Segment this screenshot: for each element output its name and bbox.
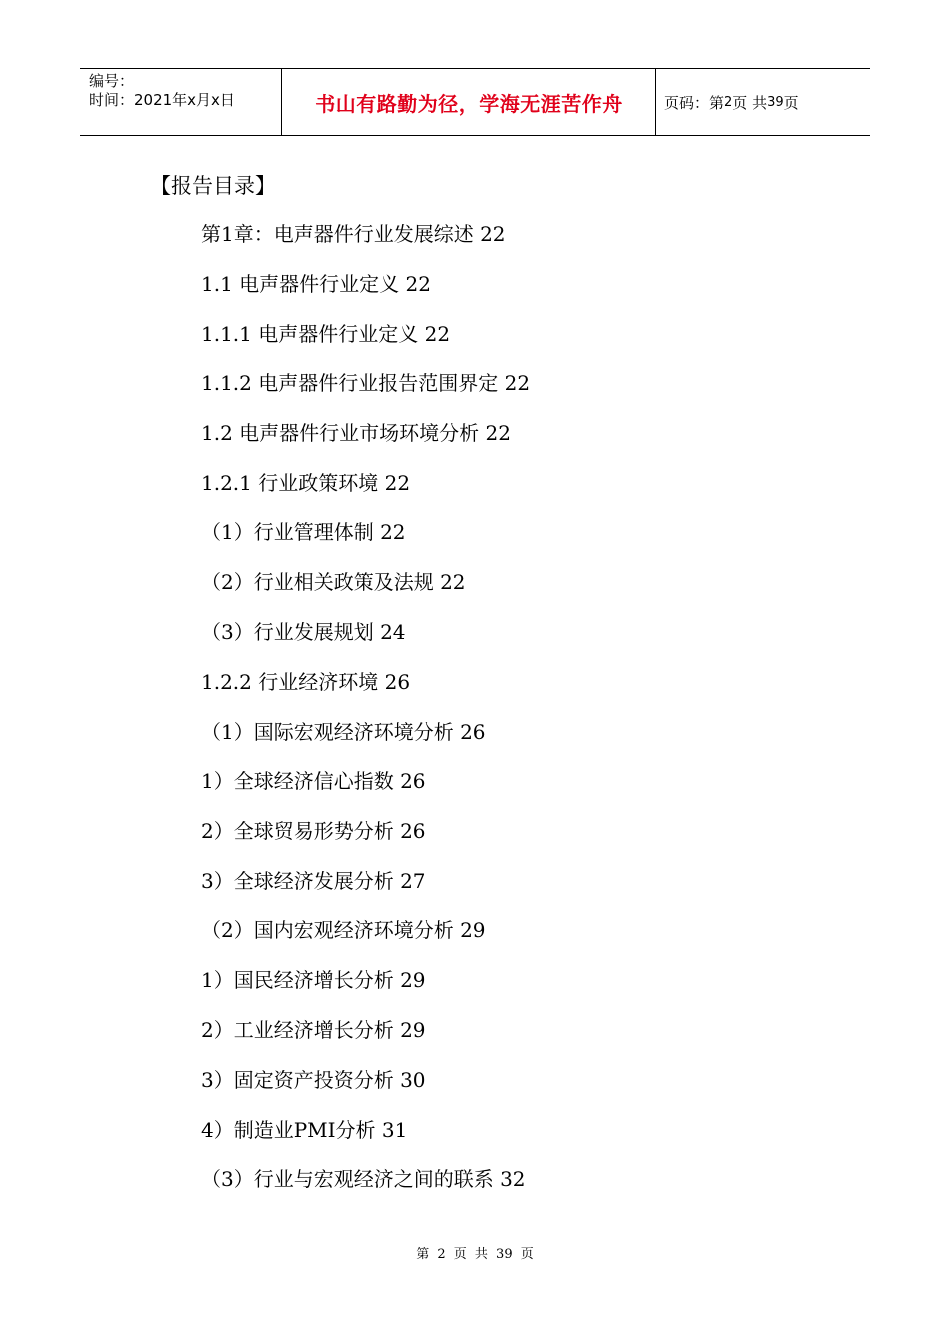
toc-item: 3）全球经济发展分析 27 [201,869,426,893]
toc-item: （1）国际宏观经济环境分析 26 [201,720,486,744]
toc-item: 1.2 电声器件行业市场环境分析 22 [201,421,511,445]
toc-item: 1.1.1 电声器件行业定义 22 [201,322,451,346]
toc-item: （1）行业管理体制 22 [201,520,406,544]
page-current: 2 [724,94,733,110]
toc-item: 1.1.2 电声器件行业报告范围界定 22 [201,371,531,395]
toc-item: 1）全球经济信心指数 26 [201,769,426,793]
page-footer: 第 2 页 共 39 页 [416,1247,534,1262]
document-number-label: 编号： [89,72,135,90]
toc-title: 【报告目录】 [150,174,276,198]
toc-item: 1.2.1 行业政策环境 22 [201,471,411,495]
toc-item: 2）工业经济增长分析 29 [201,1018,426,1042]
toc-item: 4）制造业PMI分析 31 [201,1118,408,1142]
toc-item: 第1章：电声器件行业发展综述 22 [201,222,506,246]
header-meta [89,72,235,110]
toc-item: 1.2.2 行业经济环境 26 [201,670,411,694]
header-motto: 书山有路勤为径，学海无涯苦作舟 [315,91,623,116]
page-mid: 页 共 [732,93,768,112]
toc-item: 2）全球贸易形势分析 26 [201,819,426,843]
page-total: 39 [767,94,784,110]
toc-item: 3）固定资产投资分析 30 [201,1068,426,1092]
header-divider-right [655,69,656,135]
toc-item: （3）行业发展规划 24 [201,620,406,644]
toc-item: （2）行业相关政策及法规 22 [201,570,466,594]
page-end: 页 [783,93,799,112]
toc-item: （3）行业与宏观经济之间的联系 32 [201,1167,526,1191]
toc-item: （2）国内宏观经济环境分析 29 [201,918,486,942]
page-header [80,68,870,136]
toc-item: 1.1 电声器件行业定义 22 [201,272,431,296]
toc-item: 1）国民经济增长分析 29 [201,968,426,992]
document-time-label: 时间：2021年x月x日 [89,91,235,109]
page-label: 页码：第 [664,93,725,112]
header-page-indicator [664,69,799,135]
